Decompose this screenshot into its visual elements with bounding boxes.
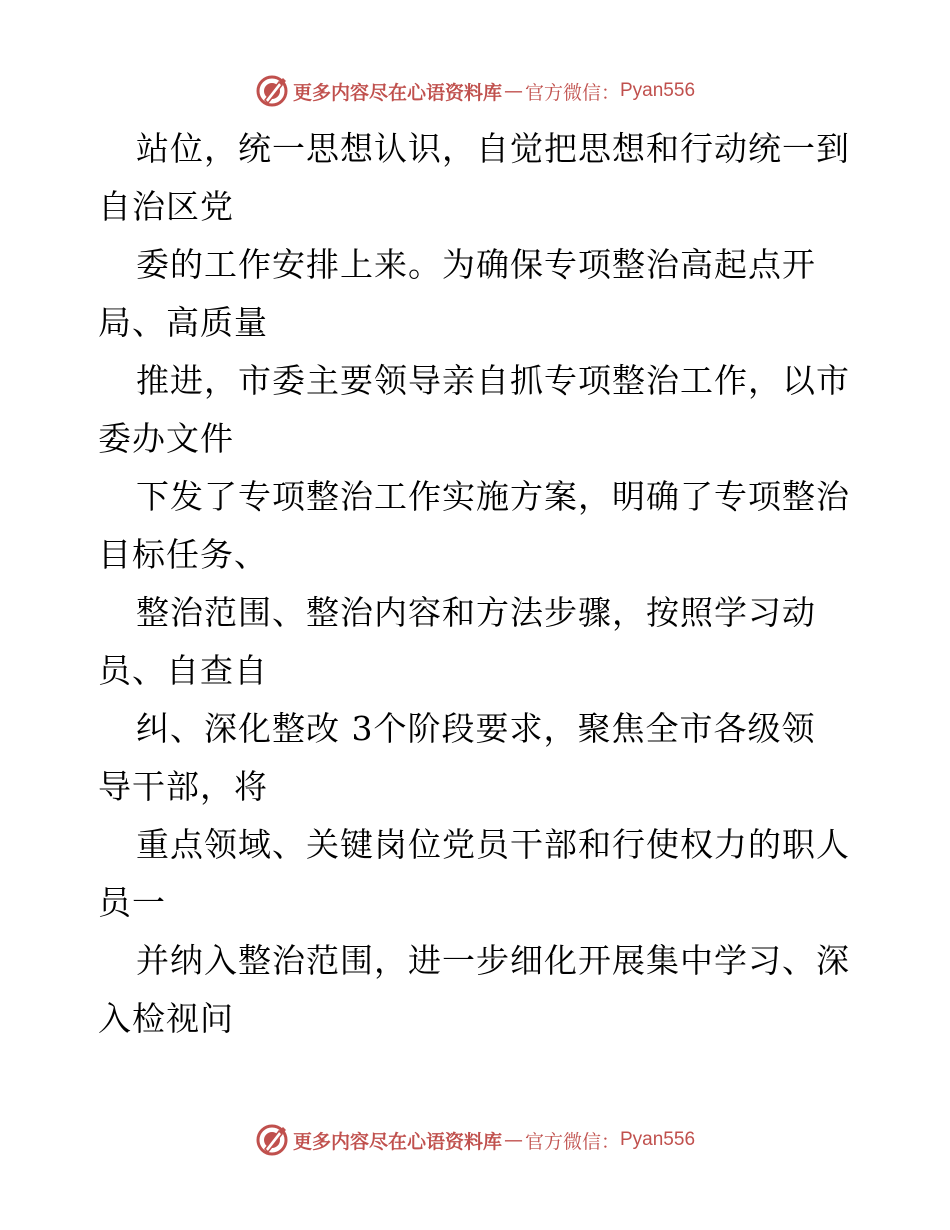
watermark-wechat-id: Pyan556 (620, 1129, 696, 1150)
text-line: 局、高质量 (98, 303, 268, 342)
text-line: 导干部，将 (98, 767, 268, 806)
watermark-wechat-label: 官方微信： (524, 1130, 620, 1153)
watermark-text: 更多内容尽在心语资料库 (292, 81, 502, 104)
text-line: 重点领域、关键岗位党员干部和行使权力的职人 (136, 825, 850, 864)
text-line: 纠、深化整改 3个阶段要求，聚焦全市各级领 (136, 709, 816, 748)
pen-logo-icon (255, 1123, 289, 1157)
watermark-separator: — (503, 80, 523, 102)
text-line: 推进，市委主要领导亲自抓专项整治工作，以市 (136, 361, 850, 400)
text-line: 站位，统一思想认识，自觉把思想和行动统一到 (136, 129, 850, 168)
footer-watermark (0, 1120, 950, 1160)
text-line: 下发了专项整治工作实施方案，明确了专项整治 (136, 477, 850, 516)
text-line: 自治区党 (98, 187, 234, 226)
text-line: 员、自查自 (98, 651, 268, 690)
text-line: 入检视问 (98, 999, 234, 1038)
watermark-separator: — (503, 1129, 523, 1151)
text-line: 目标任务、 (98, 535, 268, 574)
text-line: 并纳入整治范围，进一步细化开展集中学习、深 (136, 941, 850, 980)
watermark-text: 更多内容尽在心语资料库 (292, 1130, 502, 1153)
text-line: 整治范围、整治内容和方法步骤，按照学习动 (136, 593, 816, 632)
pen-logo-icon (255, 74, 289, 108)
header-watermark (0, 71, 950, 111)
document-body (98, 120, 858, 1048)
text-line: 委办文件 (98, 419, 234, 458)
watermark-wechat-id: Pyan556 (620, 80, 696, 101)
text-line: 委的工作安排上来。为确保专项整治高起点开 (136, 245, 816, 284)
watermark-wechat-label: 官方微信： (524, 81, 620, 104)
text-line: 员一 (98, 883, 166, 922)
